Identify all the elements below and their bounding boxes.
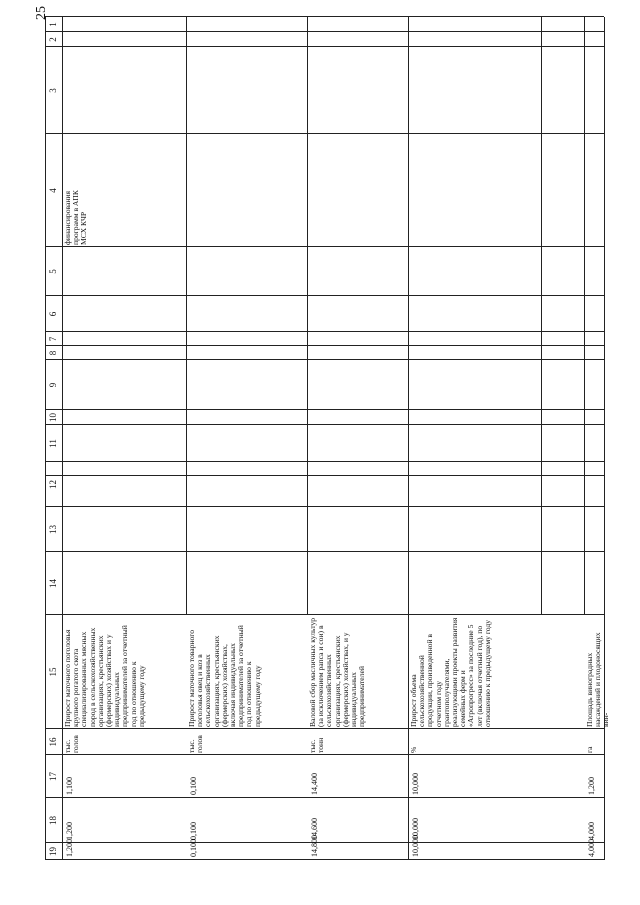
value-cell-17: 10,000 [411,773,420,795]
indicator-cell: Площадь виноградных насаждений и плодоносящих вин- [585,632,611,727]
col-header-12: 12 [48,480,58,489]
value-cell-19: 0,100 [189,839,198,857]
col-header-11: 11 [48,439,58,448]
row-border [584,17,585,615]
col-border [45,345,604,346]
col-border [45,475,604,476]
col-border [45,859,604,860]
col-header-14: 14 [48,579,58,588]
unit-cell: тыс. голов [63,735,81,753]
col-border [45,506,604,507]
value-cell-18: 0,100 [189,822,198,840]
row-border [604,17,605,860]
value-cell-17: 1,200 [587,777,596,795]
col-header-6: 6 [48,311,58,317]
unit-cell: тыс. голов [187,735,205,753]
col-border [45,797,604,798]
indicator-cell: Прирост маточного товарного поголовья овец и коз в сельскохозяйственных организациях, крестьянских (фермерских) хозяйствах, включая индивидуальных предпринимателей за отчетный год по отношению к предыдущему году [187,625,262,727]
value-cell-19: 1,200 [65,839,74,857]
col-header-15: 15 [48,667,58,677]
col-border [45,842,604,843]
col-header-1: 1 [48,22,58,27]
col-header-2: 2 [48,37,58,42]
value-cell-18: 14,600 [310,818,319,840]
row-border [186,17,187,615]
col-border [45,359,604,360]
col-border [45,551,604,552]
value-cell-18: 4,000 [587,822,596,840]
col-border [45,46,604,47]
value-cell-18: 10,000 [411,818,420,840]
col-header-8: 8 [48,350,58,356]
rotated-table [45,14,611,860]
indicator-cell: Прирост маточного поголовья крупного рогатого скота специализированных мясных пород в сельскохозяйственных организациях, крестьянских (фермерских) хозяйствах и у индивидуальных предпринимателей за отчетный год по отношению к предыдущему году [63,625,146,727]
col-border [45,16,604,17]
col-header-13: 13 [48,525,58,534]
row-border [541,17,542,615]
row-border [307,17,308,615]
col-header-7: 7 [48,336,58,342]
page-number: 25 [34,6,49,20]
value-cell-19: 4,000 [587,839,596,857]
col-header-19: 19 [48,847,58,856]
col-border [45,246,604,247]
col-header-5: 5 [48,269,58,274]
col-header-16: 16 [48,737,58,747]
value-cell-19: 14,800 [310,835,319,857]
col-border [45,133,604,134]
col-header-17: 17 [48,772,58,781]
col-header-18: 18 [48,816,58,825]
col-border [45,424,604,425]
unit-cell: тыс. тонн [308,737,326,753]
col-border [45,31,604,32]
value-cell-17: 14,400 [310,773,319,795]
col-border [45,409,604,410]
col-border [45,461,604,462]
unit-cell: га [585,746,594,753]
value-cell-19: 10,000 [411,835,420,857]
unit-cell: % [409,746,418,753]
col-header-10: 10 [48,413,58,422]
program-label: финансирования программ в АПК МСХ КЧР [63,190,89,245]
indicator-cell: Валовой сбор масличных культур (за исключением рапса и сои) в сельскохозяйственных организациях, крестьянских (фермерских) хозяйствах, и у индивидуальных предпринимателей [308,617,367,727]
col-header-4: 4 [48,188,58,193]
value-cell-17: 0,100 [189,777,198,795]
value-cell-18: 1,200 [65,822,74,840]
col-border [45,295,604,296]
col-header-3: 3 [48,88,58,93]
indicator-cell: Прирост объема сельскохозяйственной продукции, произведенной в отчетном году грантополучателями, реализующими проекты развития семейных ферм и «Агропрогресс» за последние 5 лет (включая отчетный год), по отношению к предыдущему году [409,617,492,727]
col-header-9: 9 [48,382,58,388]
value-cell-17: 1,100 [65,777,74,795]
col-border [45,331,604,332]
